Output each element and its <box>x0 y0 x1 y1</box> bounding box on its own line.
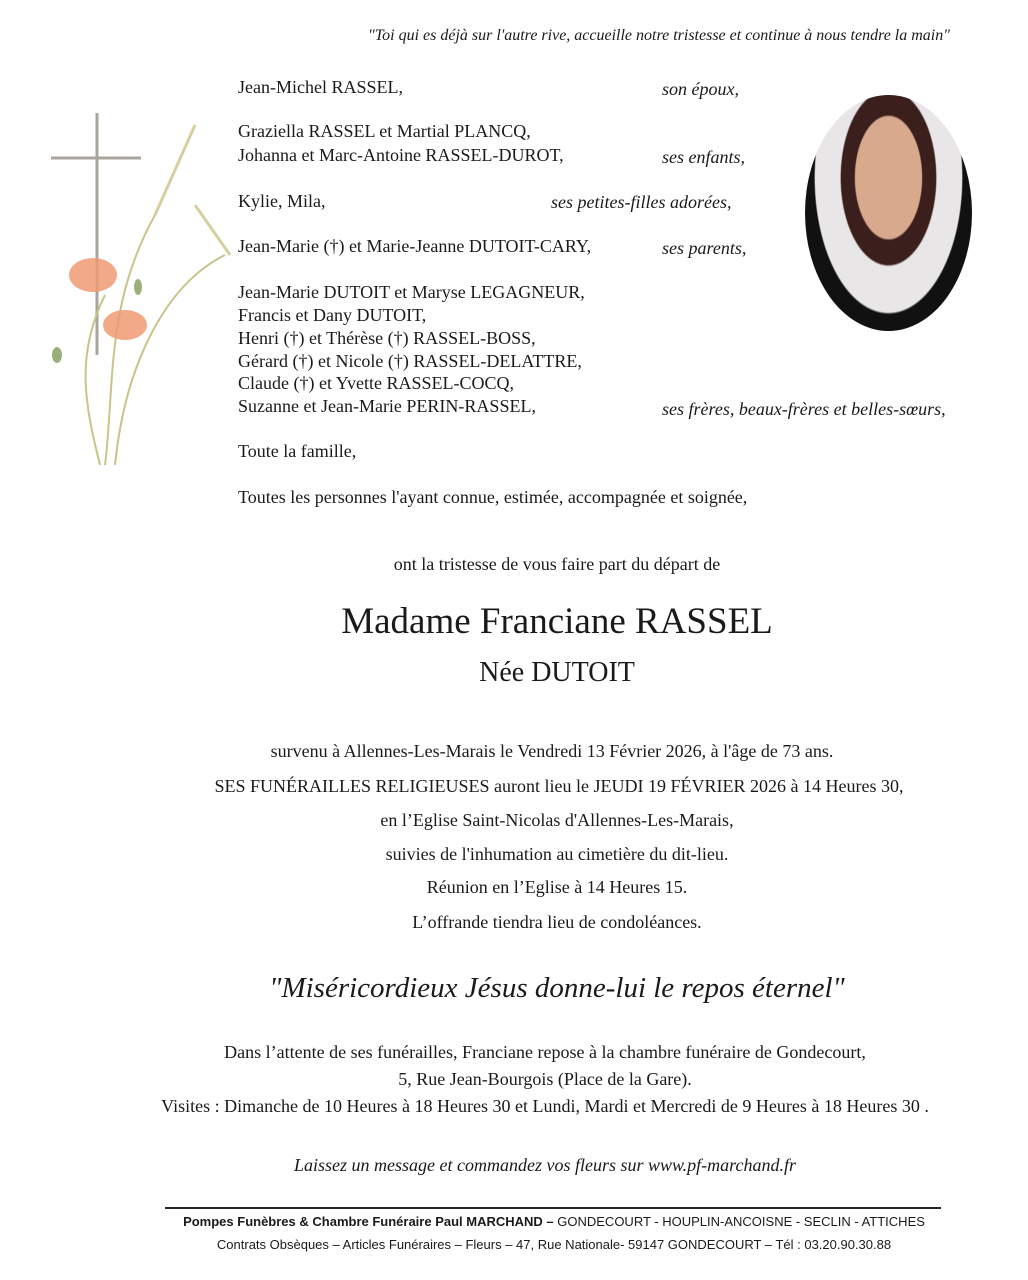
visit-line: Dans l’attente de ses funérailles, Franciane repose à la chambre funéraire de Gondecourt, <box>224 1042 866 1062</box>
detail-line: en l’Eglise Saint-Nicolas d'Allennes-Les-Marais, <box>380 810 734 830</box>
family-name: Claude (†) et Yvette RASSEL-COCQ, <box>238 373 514 393</box>
family-name: Jean-Marie (†) et Marie-Jeanne DUTOIT-CARY, <box>238 236 592 256</box>
footer-towns: GONDECOURT - HOUPLIN-ANCOISNE - SECLIN - ATTICHES <box>553 1214 925 1229</box>
detail-line: survenu à Allennes-Les-Marais le Vendredi 13 Février 2026, à l'âge de 73 ans. <box>270 741 834 761</box>
family-relation: ses petites-filles adorées, <box>551 192 732 212</box>
footer-company-name: Pompes Funèbres & Chambre Funéraire Paul MARCHAND – <box>183 1214 554 1229</box>
family-name: Kylie, Mila, <box>238 191 326 211</box>
maiden-name: Née DUTOIT <box>479 657 635 688</box>
announcement: ont la tristesse de vous faire part du départ de <box>393 554 721 574</box>
family-relation: ses parents, <box>662 238 747 258</box>
detail-line: suivies de l'inhumation au cimetière du dit-lieu. <box>385 844 729 864</box>
cross-and-poppies-illustration <box>45 105 245 475</box>
visit-line: 5, Rue Jean-Bourgois (Place de la Gare). <box>398 1069 692 1089</box>
family-name: Gérard (†) et Nicole (†) RASSEL-DELATTRE, <box>238 351 582 371</box>
deceased-photo <box>805 95 972 331</box>
footer-company <box>183 1213 925 1231</box>
prayer: "Miséricordieux Jésus donne-lui le repos éternel" <box>269 972 845 1004</box>
family-relation: son époux, <box>662 79 739 99</box>
detail-line: Réunion en l’Eglise à 14 Heures 15. <box>426 877 688 897</box>
footer-contact: Contrats Obsèques – Articles Funéraires – Fleurs – 47, Rue Nationale- 59147 GONDECOURT – Tél : 03.20.90.30.88 <box>216 1237 892 1252</box>
family-name: Jean-Michel RASSEL, <box>238 77 403 97</box>
family-name: Suzanne et Jean-Marie PERIN-RASSEL, <box>238 396 536 416</box>
top-quote: "Toi qui es déjà sur l'autre rive, accueille notre tristesse et continue à nous tendre la main" <box>368 27 950 44</box>
all-family: Toute la famille, <box>238 441 357 461</box>
family-name: Henri (†) et Thérèse (†) RASSEL-BOSS, <box>238 328 536 348</box>
family-name: Francis et Dany DUTOIT, <box>238 305 427 325</box>
family-name: Graziella RASSEL et Martial PLANCQ, <box>238 121 531 141</box>
footer-divider <box>165 1207 941 1209</box>
detail-line: L’offrande tiendra lieu de condoléances. <box>412 912 702 932</box>
family-relation: ses enfants, <box>662 147 745 167</box>
family-name: Johanna et Marc-Antoine RASSEL-DUROT, <box>238 145 564 165</box>
deceased-name: Madame Franciane RASSEL <box>341 601 773 642</box>
family-relation: ses frères, beaux-frères et belles-sœurs, <box>662 399 946 419</box>
family-name: Jean-Marie DUTOIT et Maryse LEGAGNEUR, <box>238 282 585 302</box>
message-line: Laissez un message et commandez vos fleurs sur www.pf-marchand.fr <box>294 1155 796 1175</box>
detail-line: SES FUNÉRAILLES RELIGIEUSES auront lieu le JEUDI 19 FÉVRIER 2026 à 14 Heures 30, <box>214 776 904 796</box>
all-people: Toutes les personnes l'ayant connue, estimée, accompagnée et soignée, <box>238 487 748 507</box>
visit-line: Visites : Dimanche de 10 Heures à 18 Heures 30 et Lundi, Mardi et Mercredi de 9 Heures à 18 Heures 30 . <box>161 1096 929 1116</box>
